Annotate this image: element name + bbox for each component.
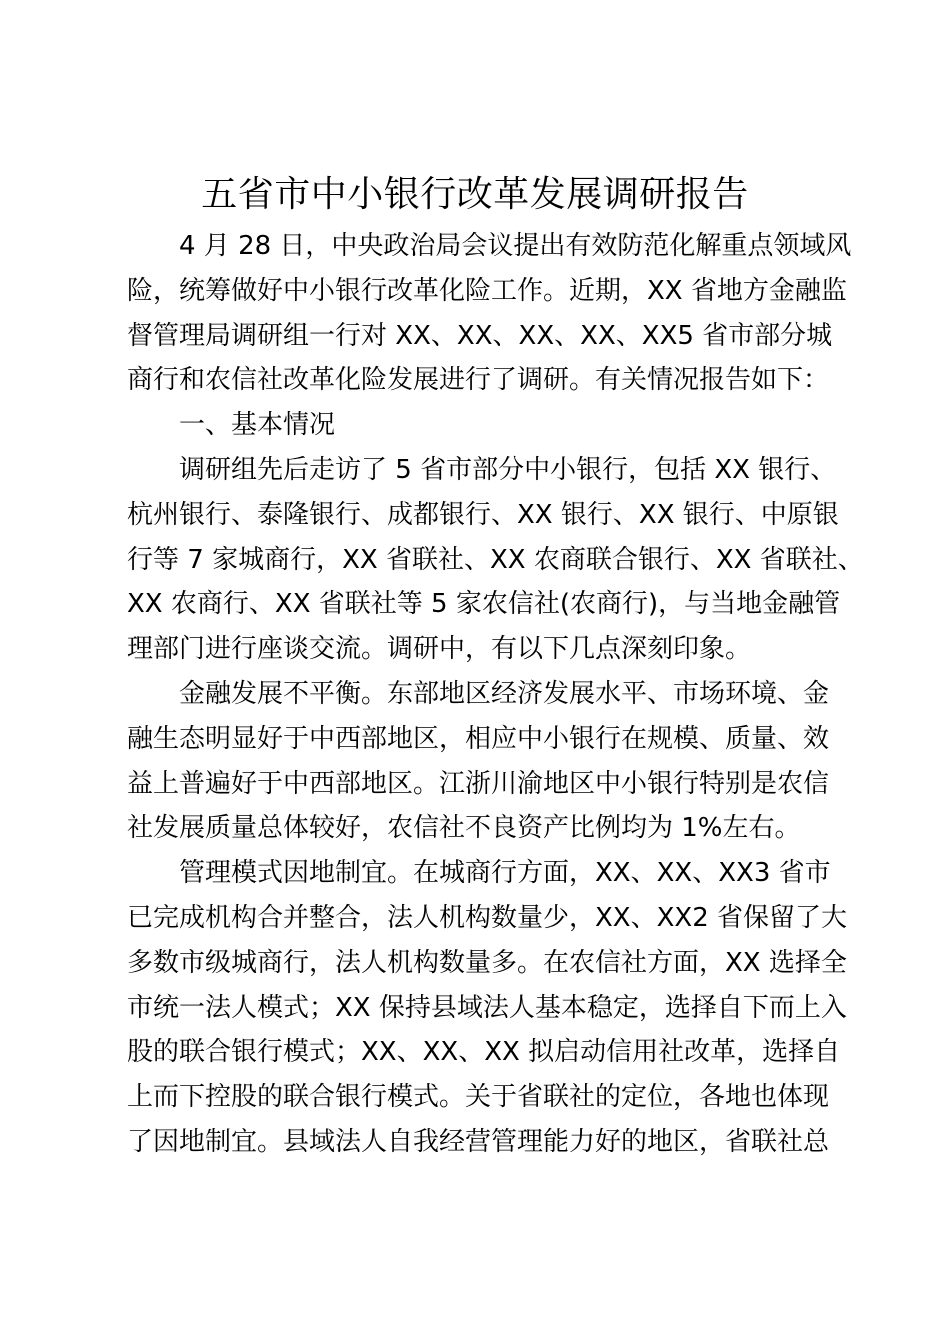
text-line: 上而下控股的联合银行模式。关于省联社的定位，各地也体现 [127, 1082, 830, 1113]
document-title: 五省市中小银行改革发展调研报告 [201, 174, 749, 215]
text-line: 杭州银行、泰隆银行、成都银行、XX 银行、XX 银行、中原银 [127, 499, 839, 530]
text-line: 了因地制宜。县域法人自我经营管理能力好的地区，省联社总 [127, 1126, 830, 1157]
text-line: XX 农商行、XX 省联社等 5 家农信社(农商行)，与当地金融管 [127, 589, 841, 620]
text-line: 行等 7 家城商行，XX 省联社、XX 农商联合银行、XX 省联社、 [127, 544, 864, 575]
text-line: 融生态明显好于中西部地区，相应中小银行在规模、质量、效 [127, 723, 830, 754]
text-line: 4 月 28 日，中央政治局会议提出有效防范化解重点领域风 [179, 231, 852, 261]
text-line: 险，统筹做好中小银行改革化险工作。近期，XX 省地方金融监 [127, 275, 847, 306]
text-line: 一、基本情况 [179, 410, 336, 441]
text-line: 督管理局调研组一行对 XX、XX、XX、XX、XX5 省市部分城 [127, 320, 833, 351]
text-line: 商行和农信社改革化险发展进行了调研。有关情况报告如下： [127, 365, 830, 396]
text-line: 管理模式因地制宜。在城商行方面，XX、XX、XX3 省市 [179, 858, 831, 889]
text-line: 市统一法人模式；XX 保持县域法人基本稳定，选择自下而上入 [127, 992, 847, 1023]
text-line: 益上普遍好于中西部地区。江浙川渝地区中小银行特别是农信 [127, 768, 830, 799]
document-body [127, 224, 864, 1165]
text-line: 金融发展不平衡。东部地区经济发展水平、市场环境、金 [179, 678, 830, 709]
text-line: 社发展质量总体较好，农信社不良资产比例均为 1%左右。 [127, 813, 801, 844]
text-line: 理部门进行座谈交流。调研中，有以下几点深刻印象。 [127, 634, 752, 665]
text-line: 多数市级城商行，法人机构数量多。在农信社方面，XX 选择全 [127, 947, 847, 978]
text-line: 股的联合银行模式；XX、XX、XX 拟启动信用社改革，选择自 [127, 1037, 841, 1068]
text-line: 已完成机构合并整合，法人机构数量少，XX、XX2 省保留了大 [127, 902, 848, 933]
text-line: 调研组先后走访了 5 省市部分中小银行，包括 XX 银行、 [179, 454, 837, 485]
